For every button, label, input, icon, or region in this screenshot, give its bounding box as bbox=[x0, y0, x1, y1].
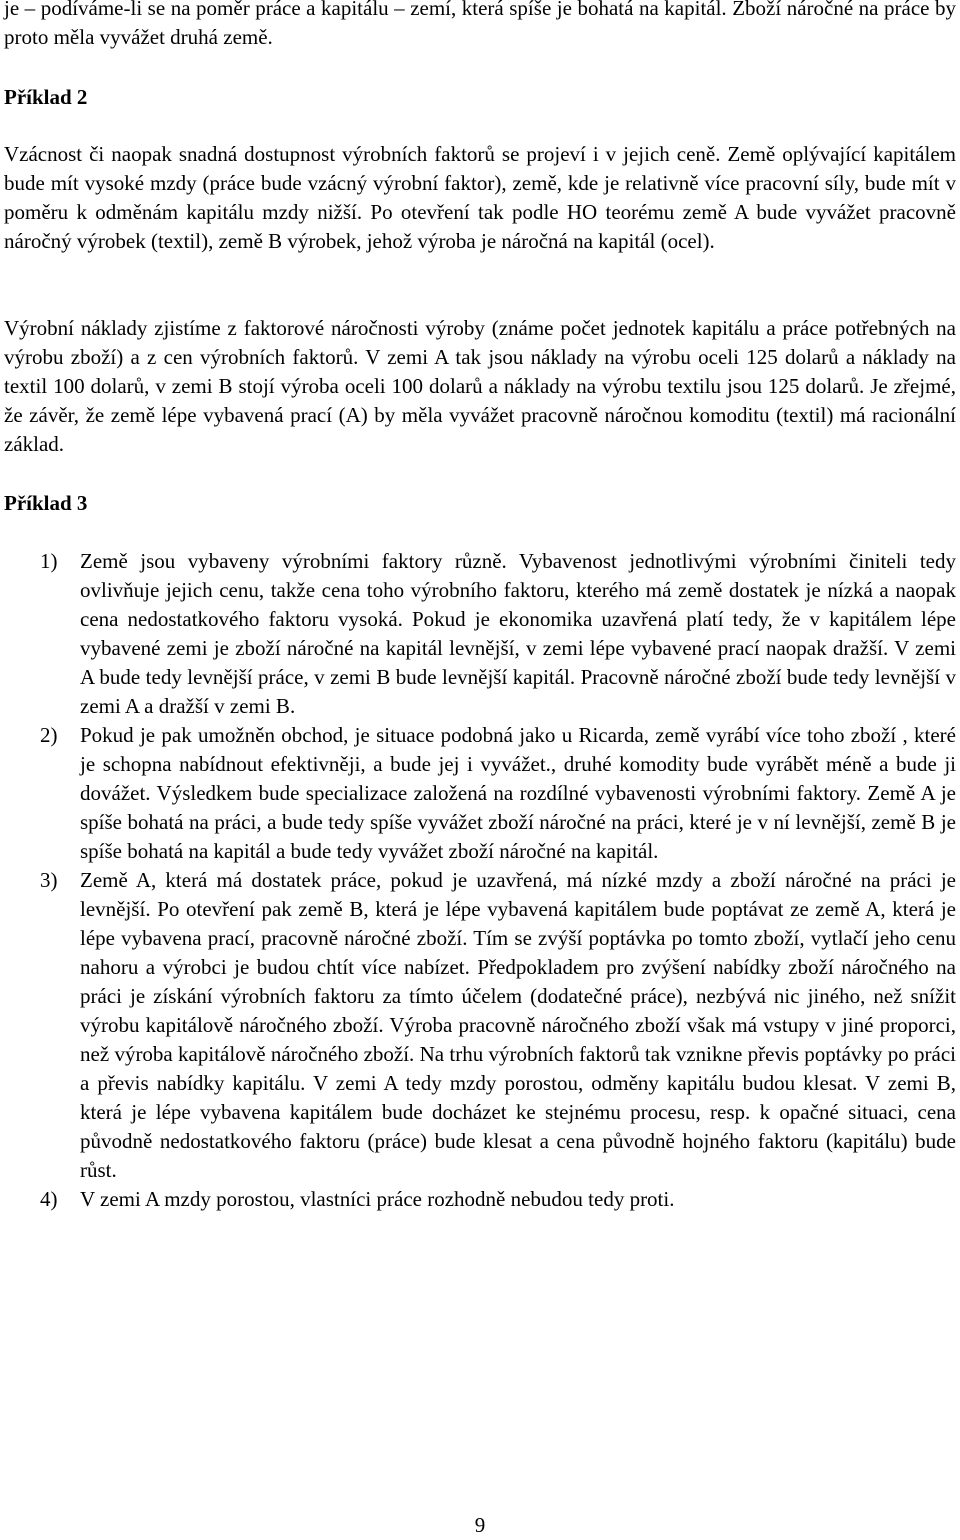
list-item-text: V zemi A mzdy porostou, vlastníci práce rozhodně nebudou tedy proti. bbox=[80, 1187, 675, 1211]
list-item bbox=[4, 721, 956, 866]
list-item-number: 2) bbox=[40, 723, 58, 747]
list-item-text: Pokud je pak umožněn obchod, je situace podobná jako u Ricarda, země vyrábí více toho zboží , které je schopna nabídnout efektivněji, a bude jej i vyvážet., druhé komodity bude vyrábět méně a bude ji dovážet. Výsledkem bude specializace založená na rozdílné vybavenosti výrobními faktory. Země A je spíše bohatá na práci, a bude tedy spíše vyvážet zboží náročné na práci, které je v ní levnější, země B je spíše bohatá na kapitál a bude tedy vyvážet zboží náročné na kapitál. bbox=[80, 723, 956, 863]
list-item-number: 1) bbox=[40, 549, 58, 573]
list-item bbox=[4, 866, 956, 1185]
list-item bbox=[4, 547, 956, 721]
example-2-paragraph-2: Výrobní náklady zjistíme z faktorové náročnosti výroby (známe počet jednotek kapitálu a práce potřebných na výrobu zboží) a z cen výrobních faktorů. V zemi A tak jsou náklady na výrobu oceli 125 dolarů a náklady na textil 100 dolarů, v zemi B stojí výroba oceli 100 dolarů a náklady na výrobu textilu jsou 125 dolarů. Je zřejmé, že závěr, že země lépe vybavená prací (A) by měla vyvážet pracovně náročnou komoditu (textil) má racionální základ. bbox=[4, 316, 956, 456]
list-item-text: Země jsou vybaveny výrobními faktory různě. Vybavenost jednotlivými výrobními činiteli tedy ovlivňuje jejich cenu, takže cena toho výrobního faktoru, kterého má země dostatek je nízká a naopak cena nedostatkového faktoru vysoká. Pokud je ekonomika uzavřená platí tedy, že v kapitálem lépe vybavené zemi je zboží náročné na kapitál levnější, v zemi lépe vybavené prací naopak dražší. V zemi A bude tedy levnější práce, v zemi B bude levnější kapitál. Pracovně náročné zboží bude tedy levnější v zemi A a dražší v zemi B. bbox=[80, 549, 956, 718]
example-3-list bbox=[4, 547, 956, 1214]
example-2-heading: Příklad 2 bbox=[4, 85, 88, 109]
example-3-heading: Příklad 3 bbox=[4, 491, 88, 515]
list-item-text: Země A, která má dostatek práce, pokud je uzavřená, má nízké mzdy a zboží náročné na práci je levnější. Po otevření pak země B, která je lépe vybavená kapitálem bude poptávat ze země A, která je lépe vybavena prací, pracovně náročné zboží. Tím se zvýší poptávka po tomto zboží, vytlačí jeho cenu nahoru a výrobci je budou chtít více nabízet. Předpokladem pro zvýšení nabídky zboží náročného na práci je získání výrobních faktoru za tímto účelem (dodatečné práce), nezbývá nic jiného, než snížit výrobu kapitálově náročného zboží. Výroba pracovně náročného zboží však má vstupy v jiné proporci, než výroba kapitálově náročného zboží. Na trhu výrobních faktorů tak vznikne převis poptávky po práci a převis nabídky kapitálu. V zemi A tedy mzdy porostou, odměny kapitálu budou klesat. V zemi B, která je lépe vybavena kapitálem bude docházet ke stejnému procesu, resp. k opačné situaci, cena původně nedostatkového faktoru (práce) bude klesat a cena původně hojného faktoru (kapitálu) bude růst. bbox=[80, 868, 956, 1182]
list-item bbox=[4, 1185, 956, 1214]
list-item-number: 3) bbox=[40, 868, 58, 892]
page-number: 9 bbox=[474, 1513, 486, 1537]
example-2-paragraph-1: Vzácnost či naopak snadná dostupnost výrobních faktorů se projeví i v jejich ceně. Země oplývající kapitálem bude mít vysoké mzdy (práce bude vzácný výrobní faktor), země, kde je relativně více pracovní síly, bude mít v poměru k odměnám kapitálu mzdy nižší. Po otevření tak podle HO teorému země A bude vyvážet pracovně náročný výrobek (textil), země B výrobek, jehož výroba je náročná na kapitál (ocel). bbox=[4, 142, 956, 253]
continuation-paragraph: je – podíváme-li se na poměr práce a kapitálu – zemí, která spíše je bohatá na kapitál. Zboží náročné na práce by proto měla vyvážet druhá země. bbox=[4, 0, 956, 49]
list-item-number: 4) bbox=[40, 1187, 58, 1211]
